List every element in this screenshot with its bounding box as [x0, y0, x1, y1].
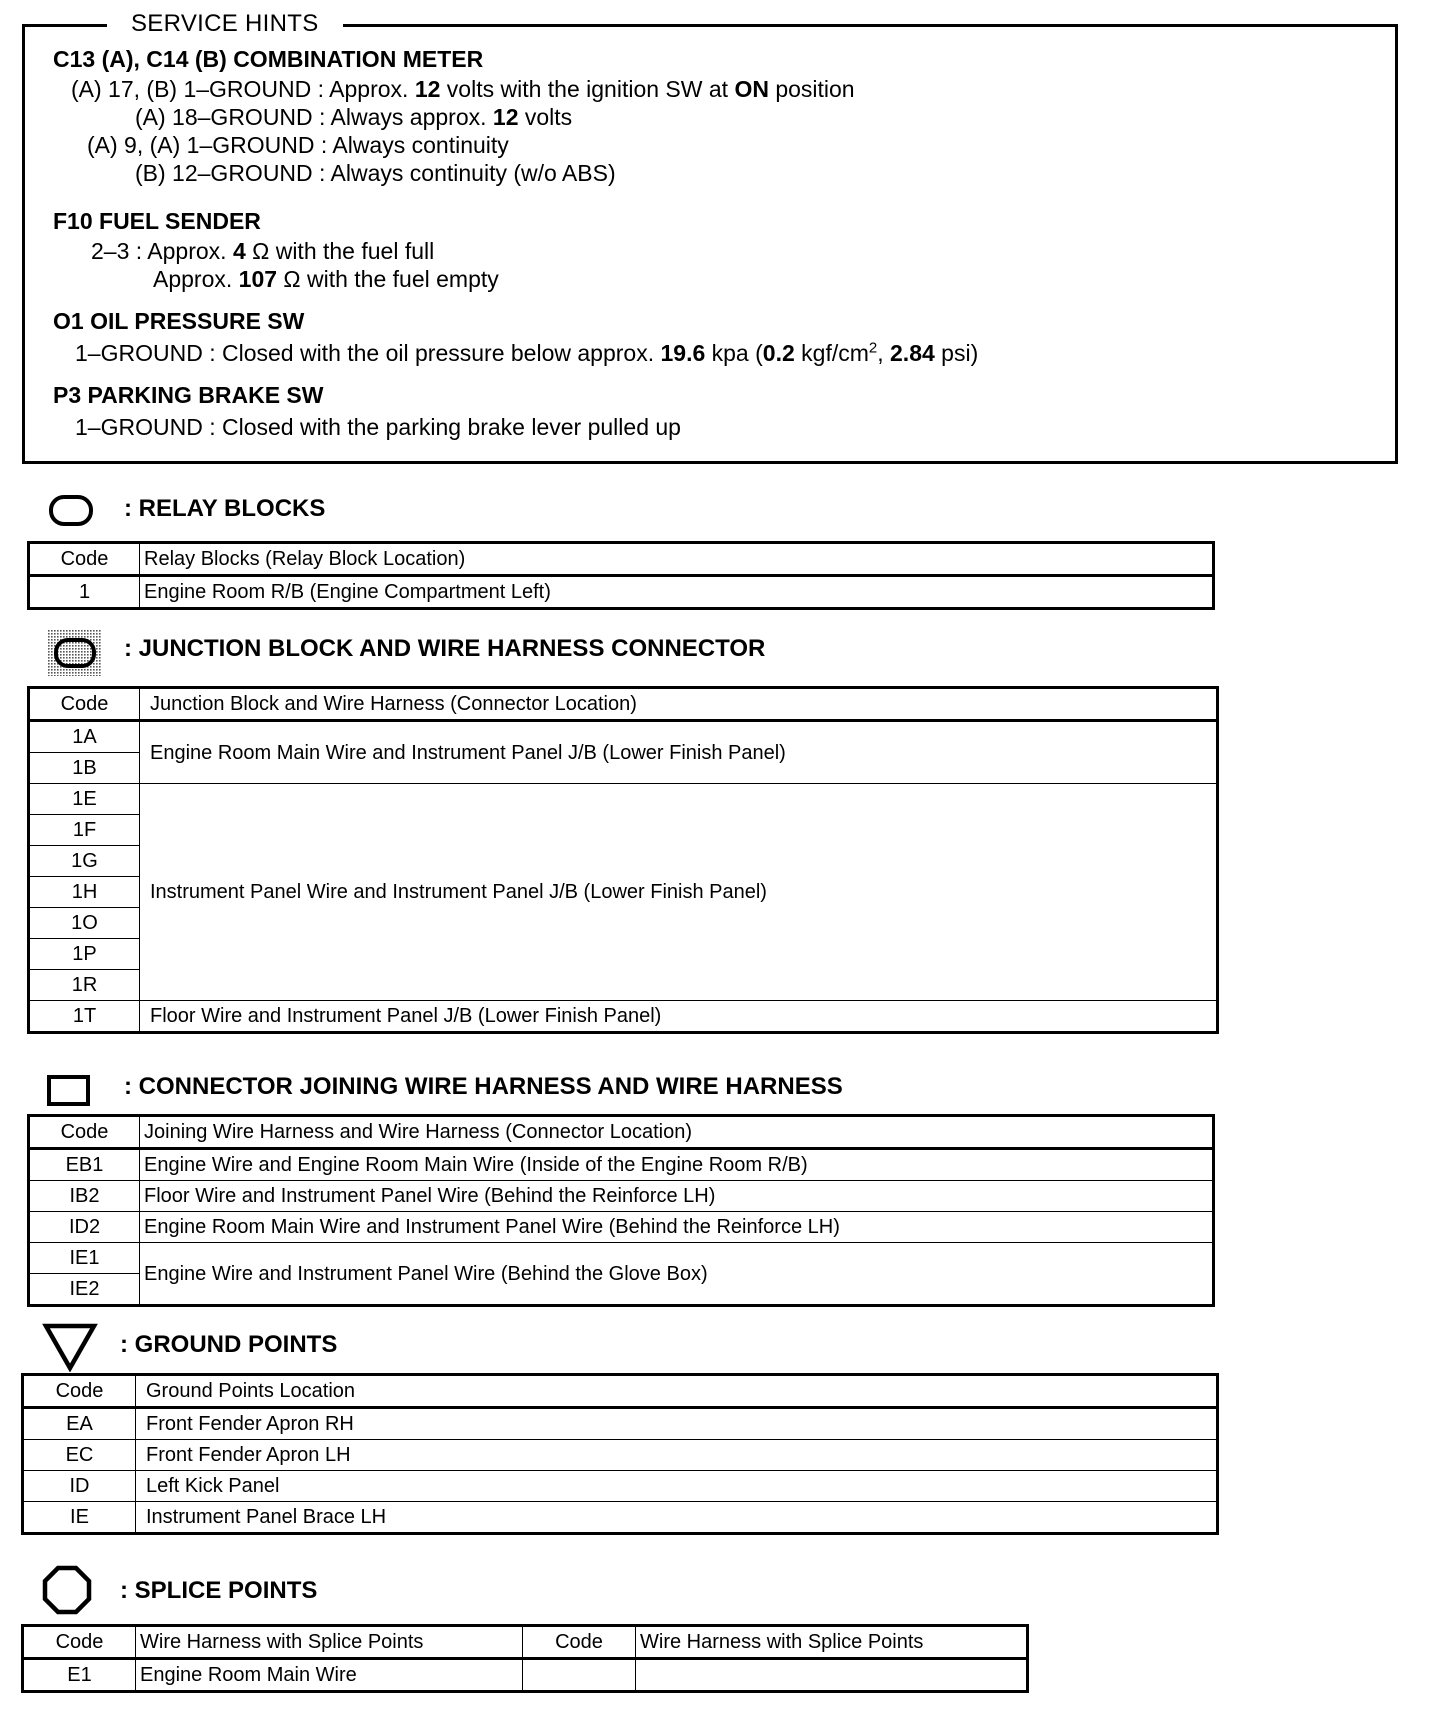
cell-code: 1P [29, 939, 140, 970]
cell-description: Engine Room Main Wire and Instrument Panel Wire (Behind the Reinforce LH) [140, 1212, 1214, 1243]
cell-description: Floor Wire and Instrument Panel Wire (Behind the Reinforce LH) [140, 1181, 1214, 1212]
cell-code: 1T [29, 1001, 140, 1033]
cell-code: 1R [29, 970, 140, 1001]
table-row [29, 1243, 1214, 1274]
cell-code: E1 [23, 1659, 136, 1692]
header-code: Code [23, 1626, 136, 1659]
cell-code: 1A [29, 721, 140, 753]
cell-code: IE [23, 1502, 136, 1534]
cell-description: Floor Wire and Instrument Panel J/B (Lower Finish Panel) [140, 1001, 1218, 1033]
connector-joining-table [27, 1114, 1215, 1307]
cell-code: 1B [29, 753, 140, 784]
relay-blocks-title: : RELAY BLOCKS [124, 495, 326, 522]
cell-code: 1G [29, 846, 140, 877]
header-description: Wire Harness with Splice Points [636, 1626, 1028, 1659]
splice-points-title: : SPLICE POINTS [120, 1577, 318, 1604]
cell-description: Engine Room Main Wire and Instrument Panel J/B (Lower Finish Panel) [140, 721, 1218, 784]
p3-line-1: 1–GROUND : Closed with the parking brake lever pulled up [75, 414, 681, 440]
cell-description: Instrument Panel Brace LH [136, 1502, 1218, 1534]
table-row [29, 576, 1214, 609]
header-description: Wire Harness with Splice Points [136, 1626, 523, 1659]
service-hints-box [22, 10, 1398, 464]
header-description: Relay Blocks (Relay Block Location) [140, 543, 1214, 576]
table-row [29, 721, 1218, 753]
table-header-row [29, 1116, 1214, 1149]
cell-description: Engine Room R/B (Engine Compartment Left) [140, 576, 1214, 609]
cell-code: 1F [29, 815, 140, 846]
cell-code: EA [23, 1408, 136, 1440]
table-row [23, 1408, 1218, 1440]
cell-description [636, 1659, 1028, 1692]
cell-description: Instrument Panel Wire and Instrument Panel J/B (Lower Finish Panel) [140, 784, 1218, 1001]
cell-code: 1H [29, 877, 140, 908]
table-row [23, 1502, 1218, 1534]
header-code: Code [29, 688, 140, 721]
table-row [23, 1440, 1218, 1471]
table-row [29, 784, 1218, 815]
table-row [23, 1659, 1028, 1692]
junction-block-title: : JUNCTION BLOCK AND WIRE HARNESS CONNECTOR [124, 635, 766, 662]
table-header-row [29, 688, 1218, 721]
splice-points-table [21, 1624, 1029, 1693]
cell-code: 1E [29, 784, 140, 815]
c13-line-1: (A) 17, (B) 1–GROUND : Approx. 12 volts with the ignition SW at ON position [71, 76, 855, 102]
ground-point-icon [42, 1322, 98, 1372]
c13-line-4: (B) 12–GROUND : Always continuity (w/o ABS) [135, 160, 616, 186]
c13-heading: C13 (A), C14 (B) COMBINATION METER [53, 46, 484, 72]
header-code: Code [29, 543, 140, 576]
cell-code: IE2 [29, 1274, 140, 1306]
f10-heading: F10 FUEL SENDER [53, 208, 261, 234]
service-hints-title: SERVICE HINTS [107, 9, 343, 39]
connector-joining-icon [46, 1074, 92, 1108]
cell-description: Left Kick Panel [136, 1471, 1218, 1502]
c13-line-3: (A) 9, (A) 1–GROUND : Always continuity [87, 132, 509, 158]
o1-line-1: 1–GROUND : Closed with the oil pressure below approx. 19.6 kpa (0.2 kgf/$cm^2$, 2.84 psi) [75, 339, 979, 366]
table-header-row [29, 543, 1214, 576]
junction-block-table [27, 686, 1219, 1034]
cell-description: Front Fender Apron LH [136, 1440, 1218, 1471]
table-row [29, 1001, 1218, 1033]
ground-points-title: : GROUND POINTS [120, 1331, 338, 1358]
cell-code: IE1 [29, 1243, 140, 1274]
c13-line-2: (A) 18–GROUND : Always approx. 12 volts [135, 104, 573, 130]
p3-heading: P3 PARKING BRAKE SW [53, 382, 324, 408]
cell-description: Engine Wire and Instrument Panel Wire (Behind the Glove Box) [140, 1243, 1214, 1306]
cell-code [523, 1659, 636, 1692]
cell-description: Engine Wire and Engine Room Main Wire (Inside of the Engine Room R/B) [140, 1149, 1214, 1181]
header-description: Junction Block and Wire Harness (Connector Location) [140, 688, 1218, 721]
cell-code: 1 [29, 576, 140, 609]
junction-block-icon [48, 630, 102, 676]
f10-line-1: 2–3 : Approx. 4 Ω with the fuel full [91, 238, 435, 264]
table-header-row [23, 1375, 1218, 1408]
table-row [23, 1471, 1218, 1502]
cell-code: IB2 [29, 1181, 140, 1212]
cell-code: ID2 [29, 1212, 140, 1243]
relay-block-icon [48, 494, 96, 528]
header-description: Ground Points Location [136, 1375, 1218, 1408]
header-description: Joining Wire Harness and Wire Harness (Connector Location) [140, 1116, 1214, 1149]
table-row [29, 1181, 1214, 1212]
ground-points-table [21, 1373, 1219, 1535]
f10-line-2: Approx. 107 Ω with the fuel empty [153, 266, 499, 292]
splice-point-icon [42, 1565, 92, 1615]
cell-code: EC [23, 1440, 136, 1471]
table-row [29, 1149, 1214, 1181]
cell-code: ID [23, 1471, 136, 1502]
cell-code: 1O [29, 908, 140, 939]
header-code: Code [23, 1375, 136, 1408]
cell-description: Front Fender Apron RH [136, 1408, 1218, 1440]
cell-code: EB1 [29, 1149, 140, 1181]
cell-description: Engine Room Main Wire [136, 1659, 523, 1692]
header-code: Code [523, 1626, 636, 1659]
table-header-row [23, 1626, 1028, 1659]
header-code: Code [29, 1116, 140, 1149]
relay-blocks-table [27, 541, 1215, 610]
table-row [29, 1212, 1214, 1243]
o1-heading: O1 OIL PRESSURE SW [53, 308, 305, 334]
connector-joining-title: : CONNECTOR JOINING WIRE HARNESS AND WIRE HARNESS [124, 1073, 843, 1100]
